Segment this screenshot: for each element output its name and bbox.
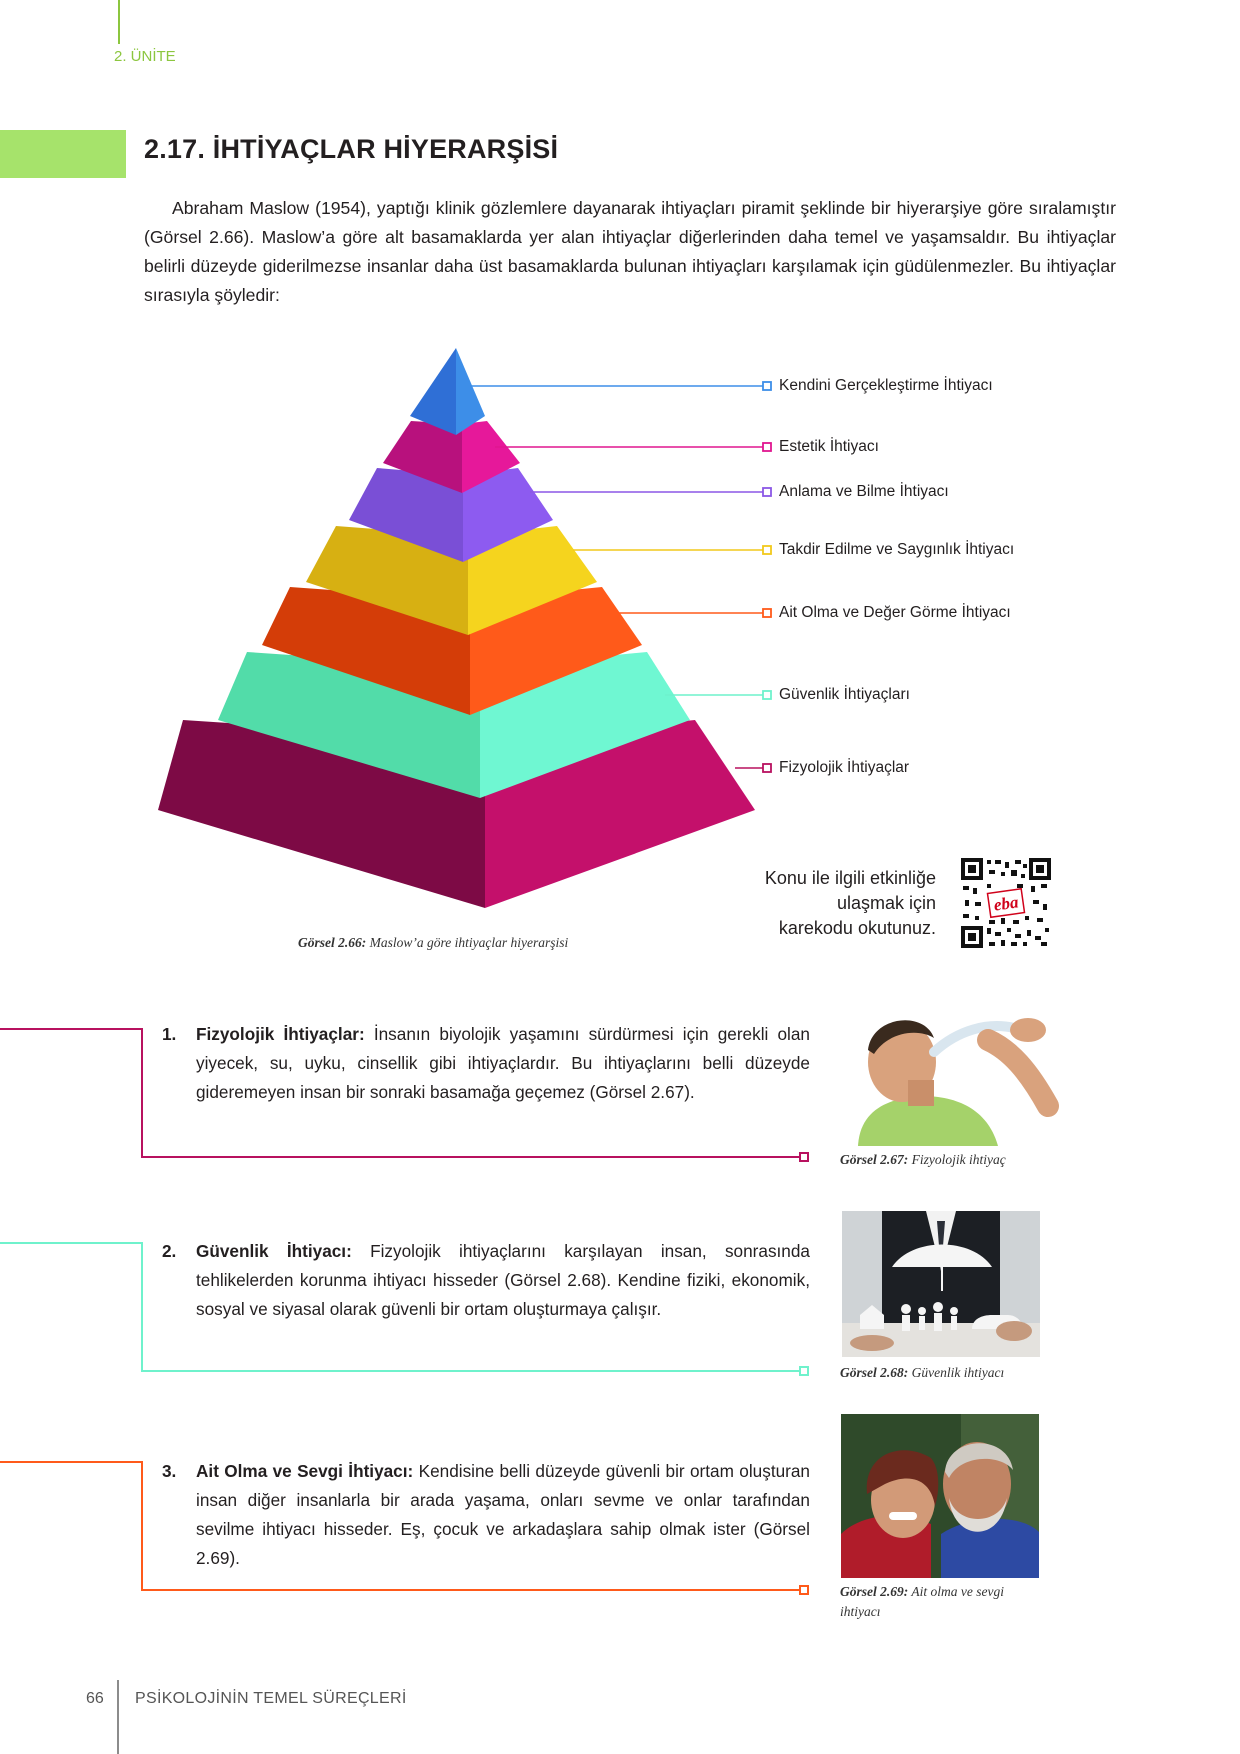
list-item-number: 3. — [162, 1461, 177, 1481]
marker-estetik — [763, 443, 771, 451]
caption-label: Görsel 2.67: — [840, 1152, 909, 1167]
photo-couple — [841, 1414, 1039, 1578]
pyramid-label-fizyolojik: Fizyolojik İhtiyaçlar — [779, 759, 910, 776]
caption-label: Görsel 2.69: — [840, 1584, 909, 1599]
qr-code[interactable] — [961, 858, 1051, 948]
list-item-number: 1. — [162, 1024, 177, 1044]
pyramid-label-guvenlik: Güvenlik İhtiyaçları — [779, 686, 910, 703]
caption-label: Görsel 2.68: — [840, 1365, 909, 1380]
maslow-pyramid — [150, 340, 1070, 920]
list-item-title: Ait Olma ve Sevgi İhtiyacı: — [196, 1461, 414, 1481]
list-item-title: Fizyolojik İhtiyaçlar: — [196, 1024, 365, 1044]
qr-instruction — [730, 866, 936, 941]
intro-paragraph — [144, 194, 1116, 310]
intro-text: Abraham Maslow (1954), yaptığı klinik gözlemlere dayanarak ihtiyaçları piramit şeklinde bir hiyerarşiye göre sıralamıştır (Görsel 2.66). Maslow’a göre alt basamaklarda yer alan ihtiyaçlar diğerlerinden daha temel ve yaşamsaldır. Bu ihtiyaçlar belirli düzeyde giderilmezse insanlar daha üst basamaklarda bulunan ihtiyaçları karşılamak için güdülenmezler. Bu ihtiyaçlar sırasıyla şöyledir: — [144, 198, 1116, 305]
pyramid-label-anlama: Anlama ve Bilme İhtiyacı — [779, 483, 949, 500]
figure-caption-2-69 — [840, 1582, 1040, 1622]
list-item-guvenlik — [162, 1237, 810, 1324]
marker-ait — [763, 609, 771, 617]
caption-text: Maslow’a göre ihtiyaçlar hiyerarşisi — [366, 935, 569, 950]
footer-rule — [117, 1680, 119, 1754]
list-item-text: İnsanın biyolojik yaşamını sürdürmesi için gerekli olan yiyecek, su, uyku, cinsellik gibi ihtiyaçlardır. Bu ihtiyaçlarını belli düzeyde gideremeyen insan bir sonraki basamağa geçemez (Görsel 2.67). — [196, 1024, 810, 1102]
photo-safety-umbrella — [842, 1211, 1040, 1357]
pyramid-connector-markers — [763, 382, 771, 772]
list-item-ait-olma — [162, 1457, 810, 1573]
frame-item-2-marker — [800, 1367, 808, 1375]
frame-item-1-marker — [800, 1153, 808, 1161]
marker-fizyolojik — [763, 764, 771, 772]
list-item-title: Güvenlik İhtiyacı: — [196, 1241, 352, 1261]
section-marker — [0, 130, 126, 178]
caption-label: Görsel 2.66: — [298, 935, 367, 950]
qr-line-1: Konu ile ilgili etkinliğe — [764, 868, 936, 888]
page-number: 66 — [86, 1690, 104, 1707]
pyramid-label-kendini: Kendini Gerçekleştirme İhtiyacı — [779, 377, 993, 394]
caption-text: Fizyolojik ihtiyaç — [908, 1152, 1006, 1167]
figure-caption-2-66 — [298, 935, 568, 951]
qr-line-3: karekodu okutunuz. — [778, 918, 936, 938]
caption-text: Güvenlik ihtiyacı — [908, 1365, 1005, 1380]
marker-anlama — [763, 488, 771, 496]
frame-item-3-marker — [800, 1586, 808, 1594]
caption-text: Ait olma ve sevgi ihtiyacı — [840, 1584, 1004, 1619]
eba-logo-text: eba — [992, 892, 1020, 915]
pyramid-label-estetik: Estetik İhtiyacı — [779, 438, 879, 455]
footer-book-title: PSİKOLOJİNİN TEMEL SÜREÇLERİ — [135, 1690, 407, 1707]
section-title: 2.17. İHTİYAÇLAR HİYERARŞİSİ — [144, 134, 559, 164]
figure-caption-2-67 — [840, 1150, 1040, 1170]
pyramid-label-takdir: Takdir Edilme ve Saygınlık İhtiyacı — [779, 541, 1015, 558]
list-item-text: Fizyolojik ihtiyaçlarını karşılayan insan, sonrasında tehlikelerden korunma ihtiyacı hisseder (Görsel 2.68). Kendine fiziki, ekonomik, sosyal ve siyasal olarak güvenli bir ortam oluşturmaya çalışır. — [196, 1241, 810, 1319]
photo-drinking-water — [838, 1010, 1064, 1146]
list-item-number: 2. — [162, 1241, 177, 1261]
list-item-fizyolojik — [162, 1020, 810, 1107]
pyramid-label-ait: Ait Olma ve Değer Görme İhtiyacı — [779, 604, 1011, 621]
figure-caption-2-68 — [840, 1363, 1040, 1383]
marker-takdir — [763, 546, 771, 554]
marker-kendini — [763, 382, 771, 390]
unit-label: 2. ÜNİTE — [114, 48, 176, 65]
qr-line-2: ulaşmak için — [836, 893, 936, 913]
marker-guvenlik — [763, 691, 771, 699]
header-rule — [118, 0, 120, 44]
list-item-text: Kendisine belli düzeyde güvenli bir ortam oluşturan insan diğer insanlarla bir arada yaşama, onları sevme ve onlar tarafından sevilme ihtiyacı hisseder. Eş, çocuk ve arkadaşlara sahip olmak ister (Görsel 2.69). — [196, 1461, 810, 1568]
